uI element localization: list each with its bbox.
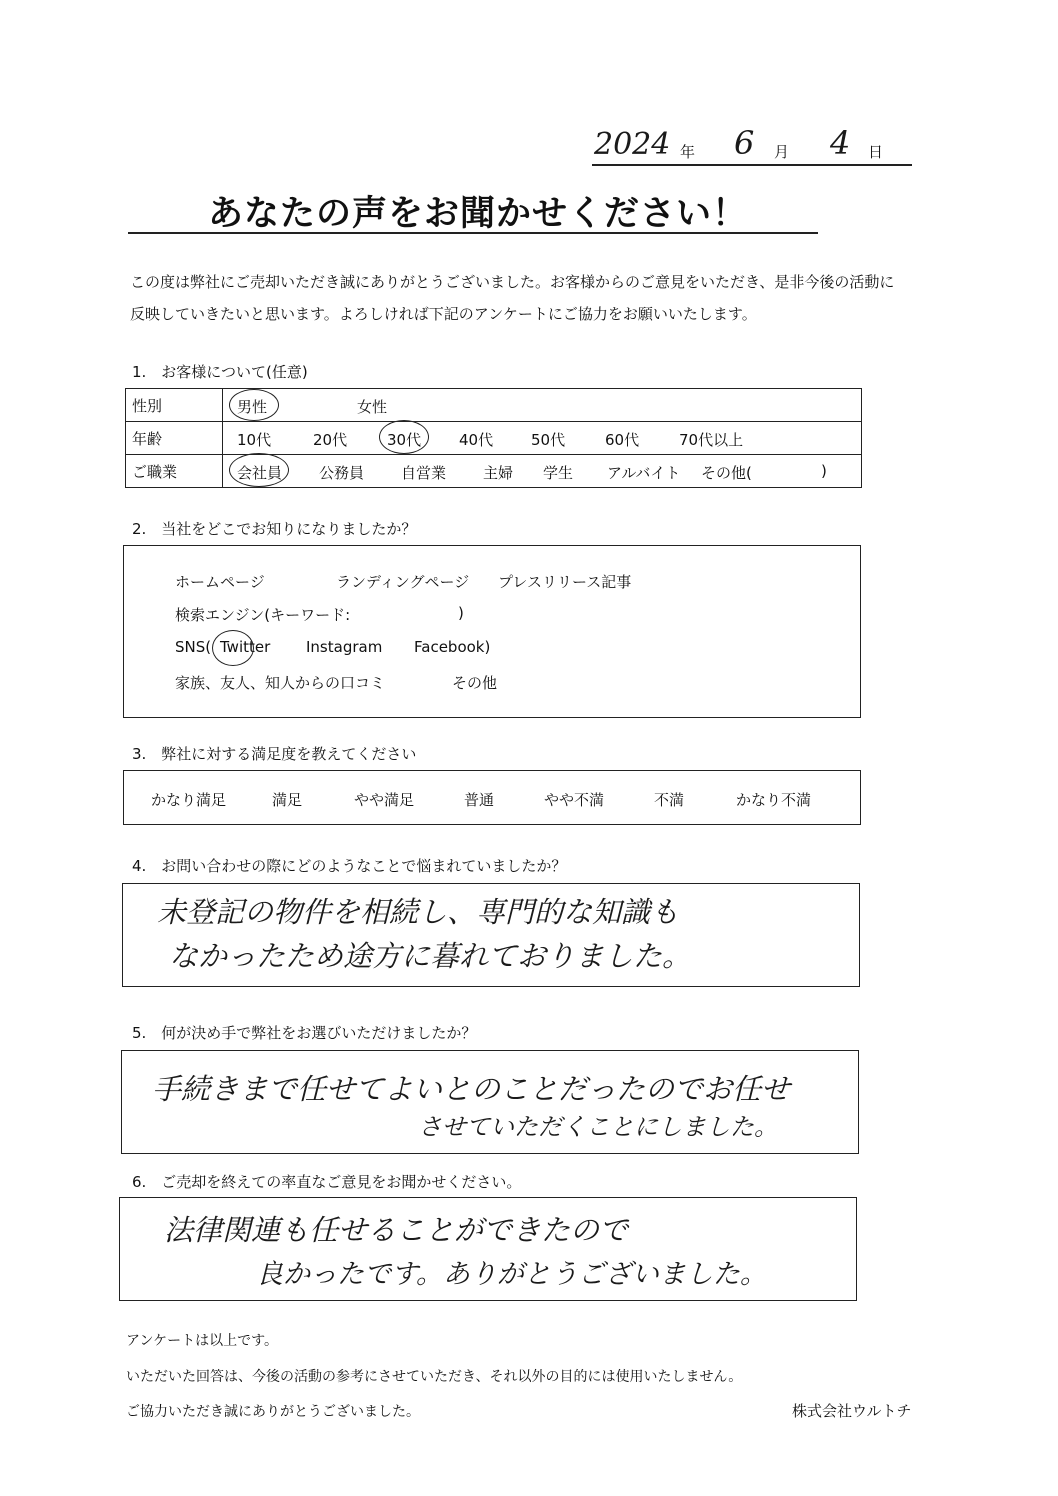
option-other-close: ) bbox=[821, 462, 827, 480]
option-other-source[interactable]: その他 bbox=[452, 674, 498, 692]
date-month: 6 bbox=[734, 124, 755, 162]
option-sns-label: SNS( bbox=[175, 638, 212, 656]
page-title: あなたの声をお聞かせください！ bbox=[208, 194, 749, 234]
option-40s[interactable]: 40代 bbox=[459, 431, 494, 449]
date-month-label: 月 bbox=[774, 143, 790, 161]
option-20s[interactable]: 20代 bbox=[313, 431, 348, 449]
q6-answer-line-1: 法律関連も任せることができたので bbox=[164, 1213, 629, 1247]
q4-answer-box bbox=[122, 883, 860, 987]
row-label-age: 年齢 bbox=[126, 422, 223, 455]
q2-heading: 2. 当社をどこでお知りになりましたか？ bbox=[132, 520, 417, 538]
option-female[interactable]: 女性 bbox=[357, 398, 388, 416]
search-engine-close: ) bbox=[458, 604, 464, 622]
age-options bbox=[223, 422, 862, 455]
option-landing-page[interactable]: ランディングページ bbox=[336, 573, 470, 591]
q5-answer-box bbox=[121, 1050, 859, 1154]
q6-answer-box bbox=[119, 1197, 857, 1301]
option-satisfied[interactable]: 満足 bbox=[272, 791, 303, 809]
option-dissatisfied[interactable]: 不満 bbox=[654, 791, 685, 809]
option-student[interactable]: 学生 bbox=[543, 464, 574, 482]
option-very-satisfied[interactable]: かなり満足 bbox=[151, 791, 227, 809]
date-underline bbox=[592, 164, 912, 166]
date-day-label: 日 bbox=[868, 143, 884, 161]
date-day: 4 bbox=[830, 124, 851, 162]
option-neutral[interactable]: 普通 bbox=[464, 791, 495, 809]
option-somewhat-dissatisfied[interactable]: やや不満 bbox=[544, 791, 605, 809]
option-30s[interactable]: 30代 bbox=[387, 431, 422, 449]
table-row bbox=[126, 455, 862, 488]
option-somewhat-satisfied[interactable]: やや満足 bbox=[354, 791, 415, 809]
option-homepage[interactable]: ホームページ bbox=[175, 573, 265, 591]
q6-heading: 6. ご売却を終えての率直なご意見をお聞かせください。 bbox=[132, 1173, 522, 1191]
q3-heading: 3. 弊社に対する満足度を教えてください bbox=[132, 745, 417, 763]
intro-line-2: 反映していきたいと思います。よろしければ下記のアンケートにご協力をお願いいたします。 bbox=[130, 305, 757, 323]
date-year: 2024 bbox=[594, 127, 671, 162]
option-60s[interactable]: 60代 bbox=[605, 431, 640, 449]
intro-line-1: この度は弊社にご売却いただき誠にありがとうございました。お客様からのご意見をいただき、是非今後の活動に bbox=[130, 273, 895, 291]
option-twitter[interactable]: Twitter bbox=[220, 638, 271, 656]
option-other[interactable]: その他( bbox=[701, 464, 752, 482]
option-70s-plus[interactable]: 70代以上 bbox=[679, 431, 744, 449]
option-facebook[interactable]: Facebook) bbox=[414, 638, 491, 656]
company-name: 株式会社ウルトチ bbox=[792, 1402, 912, 1420]
footer-line-1: アンケートは以上です。 bbox=[126, 1333, 279, 1349]
q3-box bbox=[123, 770, 861, 825]
q4-answer-line-1: 未登記の物件を相続し、専門的な知識も bbox=[157, 895, 680, 929]
q6-answer-line-2: 良かったです。ありがとうございました。 bbox=[256, 1259, 767, 1290]
customer-info-table bbox=[125, 388, 862, 488]
row-label-gender: 性別 bbox=[126, 389, 223, 422]
option-search-engine[interactable]: 検索エンジン(キーワード: bbox=[175, 606, 351, 624]
option-word-of-mouth[interactable]: 家族、友人、知人からの口コミ bbox=[175, 674, 386, 692]
q5-heading: 5. 何が決め手で弊社をお選びいただけましたか？ bbox=[132, 1024, 477, 1042]
option-instagram[interactable]: Instagram bbox=[306, 638, 383, 656]
option-10s[interactable]: 10代 bbox=[237, 431, 272, 449]
option-press-release[interactable]: プレスリリース記事 bbox=[498, 573, 632, 591]
option-self-employed[interactable]: 自営業 bbox=[401, 464, 447, 482]
title-underline bbox=[128, 232, 818, 234]
table-row bbox=[126, 389, 862, 422]
table-row bbox=[126, 422, 862, 455]
date-line bbox=[592, 124, 912, 168]
row-label-occupation: ご職業 bbox=[126, 455, 223, 488]
q4-heading: 4. お問い合わせの際にどのようなことで悩まれていましたか？ bbox=[132, 857, 567, 875]
occupation-options bbox=[223, 455, 862, 488]
q1-heading: 1. お客様について(任意) bbox=[132, 363, 308, 381]
option-housewife[interactable]: 主婦 bbox=[483, 464, 514, 482]
option-very-dissatisfied[interactable]: かなり不満 bbox=[736, 791, 812, 809]
option-part-time[interactable]: アルバイト bbox=[607, 464, 681, 482]
q4-answer-line-2: なかったため途方に暮れておりました。 bbox=[169, 939, 692, 973]
option-civil-servant[interactable]: 公務員 bbox=[319, 464, 365, 482]
q5-answer-line-1: 手続きまで任せてよいとのことだったのでお任せ bbox=[152, 1072, 791, 1106]
q2-box bbox=[123, 545, 861, 718]
gender-options bbox=[223, 389, 862, 422]
option-50s[interactable]: 50代 bbox=[531, 431, 566, 449]
date-year-label: 年 bbox=[680, 143, 696, 161]
q5-answer-line-2: させていただくことにしました。 bbox=[418, 1113, 778, 1141]
option-company-employee[interactable]: 会社員 bbox=[237, 464, 283, 482]
option-male[interactable]: 男性 bbox=[237, 398, 268, 416]
footer-line-2: いただいた回答は、今後の活動の参考にさせていただき、それ以外の目的には使用いたしません。 bbox=[126, 1369, 743, 1385]
footer-line-3: ご協力いただき誠にありがとうございました。 bbox=[126, 1404, 420, 1420]
